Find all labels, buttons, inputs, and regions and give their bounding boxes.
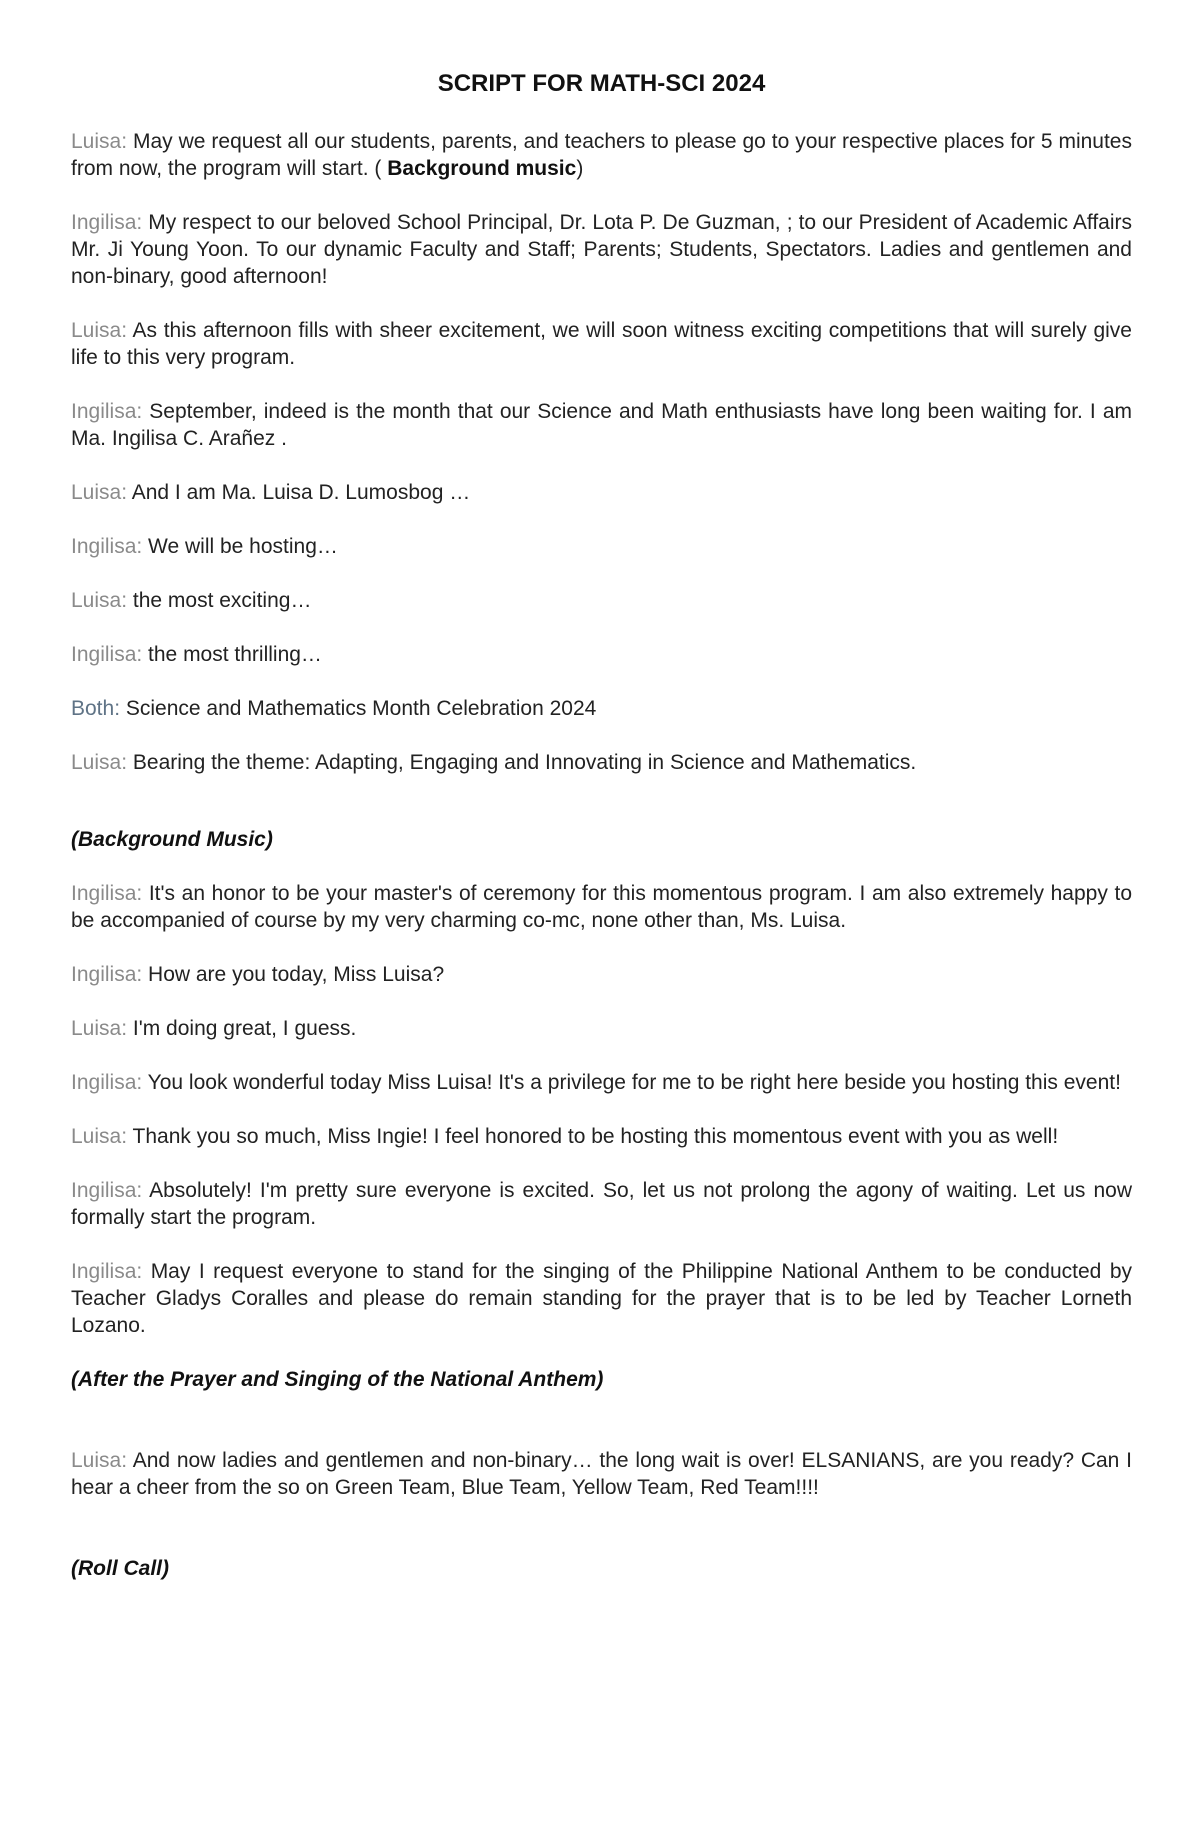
stage-cue: (Background Music) — [71, 828, 273, 851]
speaker-label: Ingilisa: — [71, 1071, 143, 1094]
stage-cue: (After the Prayer and Singing of the National Anthem) — [71, 1368, 604, 1391]
speaker-label: Ingilisa: — [71, 1260, 143, 1283]
line-text: Absolutely! I'm pretty sure everyone is excited. So, let us not prolong the agony of waiting. Let us now formally start the program. — [71, 1179, 1132, 1229]
script-line — [71, 1177, 1132, 1231]
script-line — [71, 880, 1132, 934]
script-line — [71, 128, 1132, 182]
line-text: It's an honor to be your master's of ceremony for this momentous program. I am also extremely happy to be accompanied of course by my very charming co-mc, none other than, Ms. Luisa. — [71, 882, 1132, 932]
speaker-label: Luisa: — [71, 751, 128, 774]
line-text: You look wonderful today Miss Luisa! It's a privilege for me to be right here beside you hosting this event! — [142, 1071, 1121, 1094]
line-text: Thank you so much, Miss Ingie! I feel honored to be hosting this momentous event with you as well! — [127, 1125, 1059, 1148]
speaker-label: Ingilisa: — [71, 882, 143, 905]
speaker-label: Ingilisa: — [71, 535, 143, 558]
script-line — [71, 317, 1132, 371]
speaker-label-both: Both: — [71, 697, 121, 720]
line-text: My respect to our beloved School Principal, Dr. Lota P. De Guzman, ; to our President of Academic Affairs Mr. Ji Young Yoon. To our dynamic Faculty and Staff; Parents; Students, Spectators. Ladies and gentlemen and non-binary, good afternoon! — [71, 211, 1132, 288]
line-text: Science and Mathematics Month Celebration 2024 — [120, 697, 597, 720]
script-line — [71, 749, 1132, 776]
script-line — [71, 533, 1132, 560]
speaker-label: Ingilisa: — [71, 400, 143, 423]
script-page — [71, 70, 1132, 1609]
line-text: the most exciting… — [127, 589, 312, 612]
script-line — [71, 1069, 1132, 1096]
speaker-label: Luisa: — [71, 319, 128, 342]
script-line — [71, 641, 1132, 668]
line-text: Bearing the theme: Adapting, Engaging and Innovating in Science and Mathematics. — [127, 751, 917, 774]
speaker-label: Luisa: — [71, 1125, 128, 1148]
line-text: And I am Ma. Luisa D. Lumosbog … — [127, 481, 471, 504]
speaker-label: Ingilisa: — [71, 963, 143, 986]
script-line — [71, 587, 1132, 614]
script-line — [71, 209, 1132, 290]
line-text: How are you today, Miss Luisa? — [142, 963, 445, 986]
line-text: September, indeed is the month that our Science and Math enthusiasts have long been waiting for. I am Ma. Ingilisa C. Arañez . — [71, 400, 1132, 450]
line-text-tail: ) — [576, 157, 584, 180]
script-line — [71, 1015, 1132, 1042]
speaker-label: Luisa: — [71, 1017, 128, 1040]
line-text: And now ladies and gentlemen and non-binary… the long wait is over! ELSANIANS, are you ready? Can I hear a cheer from the so on Green Team, Blue Team, Yellow Team, Red Team!!!! — [71, 1449, 1132, 1499]
script-line — [71, 961, 1132, 988]
line-text: May we request all our students, parents, and teachers to please go to your respective places for 5 minutes from now, the program will start. ( — [71, 130, 1132, 180]
line-text: We will be hosting… — [142, 535, 338, 558]
script-line — [71, 398, 1132, 452]
speaker-label: Luisa: — [71, 1449, 128, 1472]
script-line — [71, 479, 1132, 506]
line-text: the most thrilling… — [142, 643, 322, 666]
script-line — [71, 1447, 1132, 1501]
script-line — [71, 1123, 1132, 1150]
speaker-label: Ingilisa: — [71, 1179, 143, 1202]
speaker-label: Luisa: — [71, 130, 128, 153]
stage-cue: (Roll Call) — [71, 1557, 169, 1580]
line-text: May I request everyone to stand for the singing of the Philippine National Anthem to be conducted by Teacher Gladys Coralles and please do remain standing for the prayer that is to be led by Teacher Lorneth Lozano. — [71, 1260, 1132, 1337]
document-title: SCRIPT FOR MATH-SCI 2024 — [437, 70, 766, 97]
script-line — [71, 1258, 1132, 1339]
speaker-label: Ingilisa: — [71, 211, 143, 234]
line-text: As this afternoon fills with sheer excitement, we will soon witness exciting competitions that will surely give life to this very program. — [71, 319, 1132, 369]
script-line — [71, 695, 1132, 722]
speaker-label: Luisa: — [71, 481, 128, 504]
speaker-label: Luisa: — [71, 589, 128, 612]
stage-direction-inline: Background music — [387, 157, 577, 180]
line-text: I'm doing great, I guess. — [127, 1017, 357, 1040]
speaker-label: Ingilisa: — [71, 643, 143, 666]
